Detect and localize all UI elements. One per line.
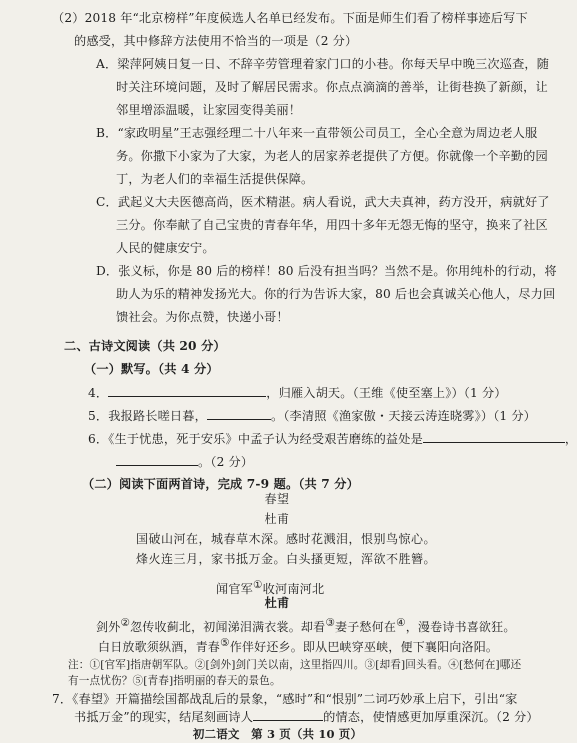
poem2-line2 bbox=[98, 636, 498, 654]
poem2-line1-seg3: 妻子愁何在 bbox=[335, 620, 397, 634]
q6-line1 bbox=[88, 431, 577, 446]
part2-title: （二）阅读下面两首诗，完成 7-9 题。（共 7 分） bbox=[82, 477, 359, 491]
poem2-line2-seg2: 作伴好还乡。即从巴峡穿巫峡，便下襄阳向洛阳。 bbox=[229, 640, 499, 654]
notes-line2: 有一点忧伤？⑤[青春]指明丽的春天的景色。 bbox=[68, 675, 281, 687]
q7-answer-blank[interactable] bbox=[253, 709, 323, 721]
q2-option-c-line2: 三分。你奉献了自己宝贵的青春年华，用四十多年无怨无悔的坚守，换来了社区 bbox=[116, 218, 548, 232]
poem1-author: 杜甫 bbox=[264, 512, 290, 526]
poem2-title-note-marker: ① bbox=[253, 579, 263, 591]
page-footer: 初二语文 第 3 页（共 10 页） bbox=[192, 727, 363, 741]
q6-answer-blank-1[interactable] bbox=[423, 431, 565, 443]
q5-text-before: 5．我报路长嗟日暮， bbox=[88, 409, 207, 423]
poem2-author: 杜甫 bbox=[264, 596, 290, 610]
poem1-line1: 国破山河在，城春草木深。感时花溅泪，恨别鸟惊心。 bbox=[136, 532, 437, 546]
q6-comma: ， bbox=[564, 432, 577, 446]
q4-text: ，归雁入胡天。（王维《使至塞上》）（1 分） bbox=[266, 386, 507, 400]
q7-line2 bbox=[74, 709, 539, 724]
note-marker-3: ③ bbox=[325, 617, 336, 629]
q4-answer-blank[interactable] bbox=[108, 385, 266, 397]
q2-stem-line1: （2）2018 年“北京榜样”年度候选人名单已经发布。下面是师生们看了榜样事迹后写下 bbox=[52, 11, 528, 25]
q2-option-c-line3: 人民的健康安宁。 bbox=[116, 241, 215, 255]
note-marker-4: ④ bbox=[396, 617, 406, 629]
q2-option-c-line1: C．武起义大夫医德高尚，医术精湛。病人看说，武大夫真神，药方没开，病就好了 bbox=[96, 195, 550, 209]
q2-option-b-line1: B．“家政明星”王志强经理二十八年来一直带领公司员工，全心全意为周边老人服 bbox=[96, 126, 538, 140]
q5-line bbox=[88, 408, 536, 423]
poem2-line1-seg2: 忽传收蓟北，初闻涕泪满衣裳。却看 bbox=[130, 620, 326, 634]
q4-line bbox=[88, 385, 507, 400]
q7-text-after: 的情态，使情感更加厚重深沉。（2 分） bbox=[323, 710, 539, 724]
q4-number: 4． bbox=[88, 386, 109, 400]
q2-stem-line2: 的感受，其中修辞方法使用不恰当的一项是（2 分） bbox=[74, 34, 358, 48]
part1-title: （一）默写。（共 4 分） bbox=[84, 362, 219, 376]
q7-line1: 7．《春望》开篇描绘国都战乱后的景象，“感时”和“恨别”二词巧妙承上启下，引出“家 bbox=[52, 692, 518, 706]
note-marker-5: ⑤ bbox=[220, 637, 230, 649]
q2-option-a-line1: A．梁萍阿姨日复一日、不辞辛劳管理着家门口的小巷。你每天早中晚三次巡查，随 bbox=[96, 57, 550, 71]
poem2-title bbox=[216, 578, 324, 596]
q2-option-b-line3: 丁，为老人们的幸福生活提供保障。 bbox=[116, 172, 314, 186]
poem2-title-part1: 闻官军 bbox=[216, 582, 254, 597]
q2-option-b-line2: 务。你撒下小家为了大家，为老人的居家养老提供了方便。你就像一个辛勤的园 bbox=[116, 149, 548, 163]
note-marker-2: ② bbox=[120, 617, 131, 629]
q2-option-a-line3: 邻里增添温暖，让家园变得美丽！ bbox=[116, 103, 302, 117]
section-title: 二、古诗文阅读（共 20 分） bbox=[64, 339, 226, 353]
q5-answer-blank[interactable] bbox=[207, 408, 271, 420]
q6-score: 。（2 分） bbox=[198, 455, 254, 469]
q2-option-d-line2: 助人为乐的精神发扬光大。你的行为告诉大家，80 后也会真诚关心他人，尽力回 bbox=[116, 287, 556, 301]
q6-text: 6．《生于忧患，死于安乐》中孟子认为经受艰苦磨练的益处是 bbox=[88, 432, 423, 446]
poem2-title-part2: 收河南河北 bbox=[262, 582, 325, 597]
poem1-title: 春望 bbox=[264, 492, 290, 506]
q2-option-d-line1: D．张义标，你是 80 后的榜样！80 后没有担当吗？当然不是。你用纯朴的行动，将 bbox=[96, 264, 557, 278]
q2-option-d-line3: 馈社会。为你点赞，快递小哥！ bbox=[116, 310, 289, 324]
poem2-line1 bbox=[96, 616, 516, 634]
poem2-line2-seg1: 白日放歌须纵酒，青春 bbox=[98, 640, 221, 654]
q6-line2 bbox=[116, 454, 253, 469]
q5-text-after: 。（李清照《渔家傲・天接云涛连晓雾》）（1 分） bbox=[270, 409, 537, 423]
notes-line1: 注：①[官军]指唐朝军队。②[剑外]剑门关以南，这里指四川。③[却看]回头看。④[愁何在]哪还 bbox=[68, 659, 522, 671]
q7-text-before: 书抵万金”的现实，结尾刻画诗人 bbox=[74, 710, 254, 724]
q2-option-a-line2: 时关注环境问题，及时了解居民需求。你点点滴滴的善举，让街巷换了新颜，让 bbox=[116, 80, 548, 94]
poem1-line2: 烽火连三月，家书抵万金。白头搔更短，浑欲不胜簪。 bbox=[136, 552, 437, 566]
q6-answer-blank-2[interactable] bbox=[116, 454, 198, 466]
poem2-line1-seg1: 剑外 bbox=[96, 620, 121, 634]
poem2-line1-seg4: ，漫卷诗书喜欲狂。 bbox=[405, 620, 516, 634]
